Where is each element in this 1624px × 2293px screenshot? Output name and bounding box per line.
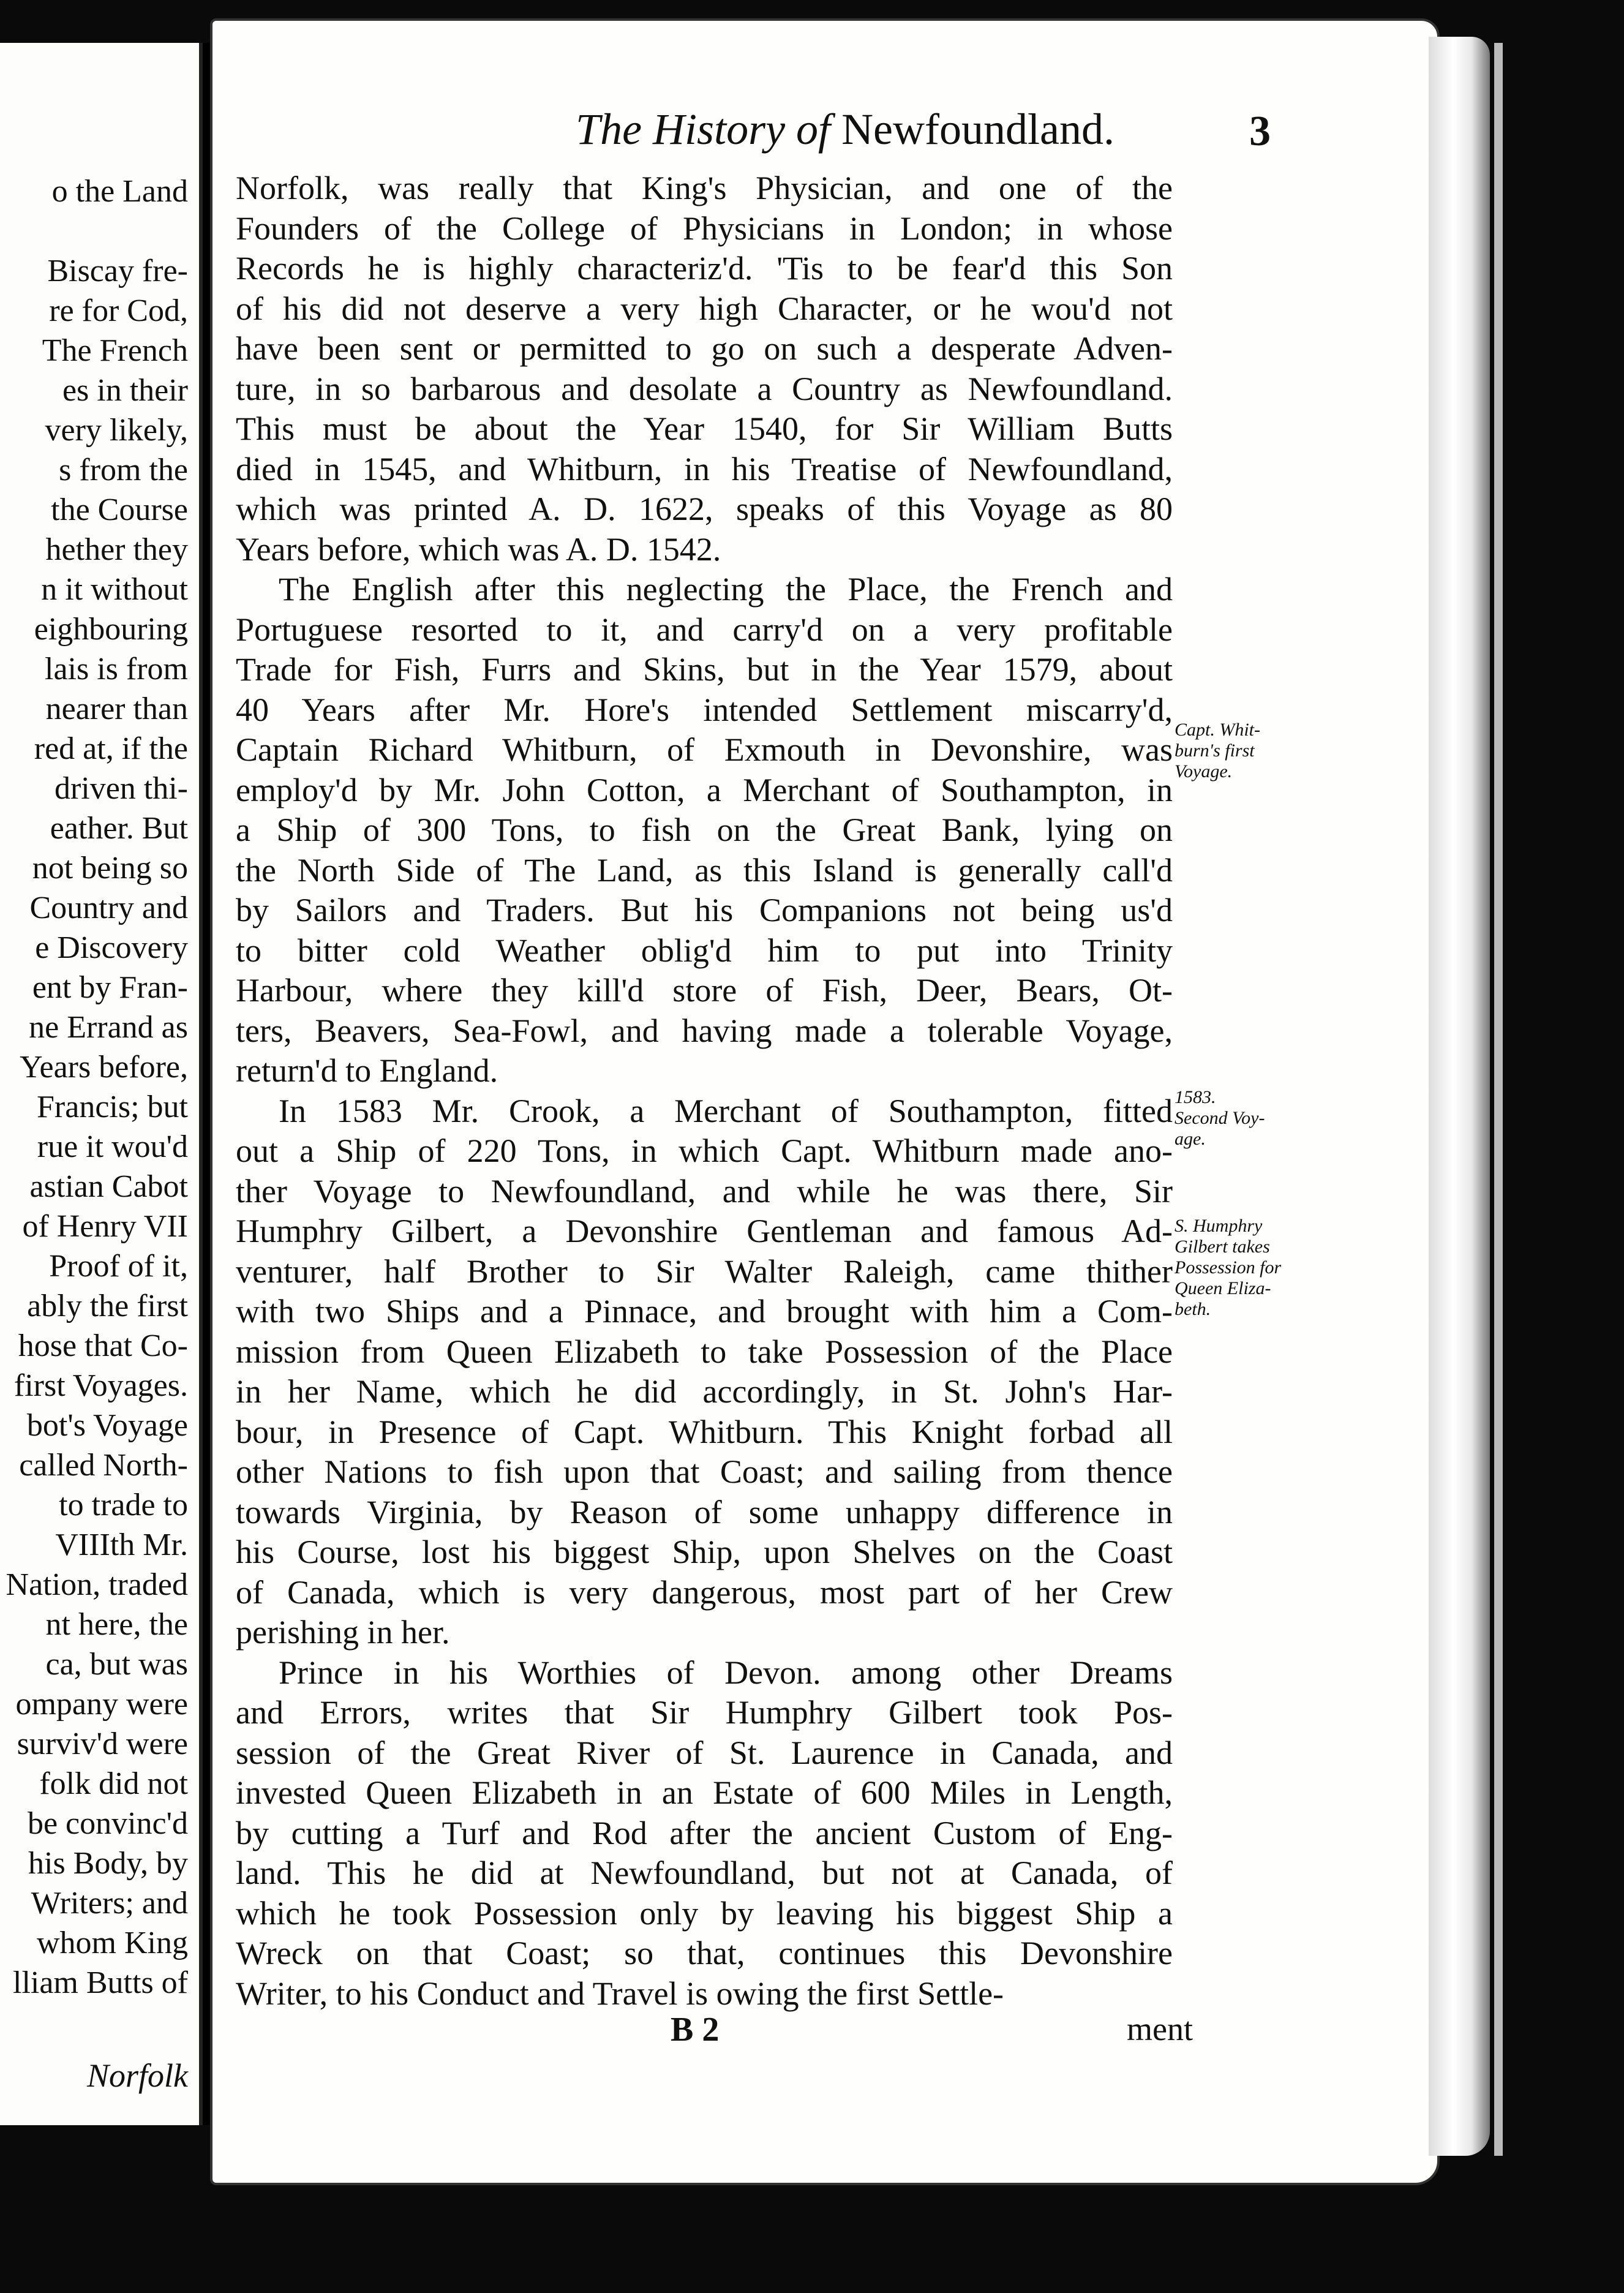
text-line: bour, in Presence of Capt. Whitburn. This Knight forbad all bbox=[236, 1413, 1173, 1450]
text-line: ther Voyage to Newfoundland, and while he was there, Sir bbox=[236, 1172, 1173, 1210]
left-page-line: whom King bbox=[37, 1926, 188, 1960]
left-page-line: ca, but was bbox=[45, 1647, 188, 1682]
text-line: to bitter cold Weather oblig'd him to put into Trinity bbox=[236, 932, 1173, 969]
running-head-roman: Newfoundland. bbox=[841, 105, 1115, 154]
text-line: venturer, half Brother to Sir Walter Raleigh, came thither bbox=[236, 1252, 1173, 1290]
text-line: In 1583 Mr. Crook, a Merchant of Southampton, fitted bbox=[279, 1092, 1173, 1129]
page-curl bbox=[1429, 37, 1490, 2156]
text-line: 40 Years after Mr. Hore's intended Settlement miscarry'd, bbox=[236, 691, 1173, 728]
left-page-line: Nation, traded bbox=[6, 1567, 188, 1602]
text-line: by cutting a Turf and Rod after the ancient Custom of Eng- bbox=[236, 1814, 1173, 1851]
left-page-line: first Voyages. bbox=[13, 1368, 188, 1403]
left-page-line: Country and bbox=[29, 890, 188, 925]
text-line: mission from Queen Elizabeth to take Possession of the Place bbox=[236, 1333, 1173, 1370]
text-line: and Errors, writes that Sir Humphry Gilbert took Pos- bbox=[236, 1694, 1173, 1731]
left-page-line: s from the bbox=[59, 453, 188, 488]
left-page-line: ably the first bbox=[27, 1289, 188, 1323]
left-page-line: astian Cabot bbox=[29, 1169, 188, 1204]
left-page-line: e Discovery bbox=[35, 930, 188, 965]
left-page-line: ne Errand as bbox=[29, 1010, 188, 1045]
text-line: Wreck on that Coast; so that, continues this Devonshire bbox=[236, 1935, 1173, 1971]
text-line: which he took Possession only by leaving his biggest Ship a bbox=[236, 1894, 1173, 1932]
text-line: other Nations to fish upon that Coast; and sailing from thence bbox=[236, 1453, 1173, 1490]
text-line: This must be about the Year 1540, for Sir William Butts bbox=[236, 410, 1173, 447]
left-page-line: n it without bbox=[41, 572, 188, 607]
text-line: Records he is highly characteriz'd. 'Tis to be fear'd this Son bbox=[236, 250, 1173, 287]
text-line: Writer, to his Conduct and Travel is owing the first Settle- bbox=[236, 1975, 1004, 2012]
left-page-line: es in their bbox=[62, 373, 188, 408]
text-line: of his did not deserve a very high Character, or he wou'd not bbox=[236, 290, 1173, 327]
text-line: The English after this neglecting the Place, the French and bbox=[279, 571, 1173, 608]
page-number: 3 bbox=[1249, 108, 1271, 155]
left-page-line: hether they bbox=[45, 532, 188, 567]
left-page-line: re for Cod, bbox=[49, 293, 188, 328]
text-line: session of the Great River of St. Laurence in Canada, and bbox=[236, 1734, 1173, 1771]
left-page-line: hose that Co- bbox=[18, 1328, 188, 1363]
left-page-line: Francis; but bbox=[37, 1090, 188, 1124]
left-page-line: Proof of it, bbox=[49, 1249, 188, 1284]
text-line: his Course, lost his biggest Ship, upon Shelves on the Coast bbox=[236, 1534, 1173, 1570]
text-line: Captain Richard Whitburn, of Exmouth in Devonshire, was bbox=[236, 731, 1173, 768]
left-page-line: be convinc'd bbox=[27, 1806, 188, 1841]
page-edge bbox=[1494, 43, 1503, 2156]
left-page-line: VIIIth Mr. bbox=[55, 1527, 188, 1562]
text-line: in her Name, which he did accordingly, in St. John's Har- bbox=[236, 1373, 1173, 1410]
left-page-line bbox=[0, 211, 188, 251]
left-facing-page bbox=[0, 43, 203, 2125]
left-page-line: rue it wou'd bbox=[37, 1129, 188, 1164]
left-page-line: lliam Butts of bbox=[13, 1965, 188, 2000]
text-line: with two Ships and a Pinnace, and brought with him a Com- bbox=[236, 1293, 1173, 1330]
left-page-line: very likely, bbox=[45, 413, 188, 448]
left-page-line: The French bbox=[42, 333, 188, 368]
text-line: towards Virginia, by Reason of some unhappy difference in bbox=[236, 1493, 1173, 1531]
text-line: Trade for Fish, Furrs and Skins, but in the Year 1579, about bbox=[236, 651, 1173, 688]
catchword: ment bbox=[1127, 2011, 1193, 2047]
left-page-line: to trade to bbox=[59, 1488, 188, 1523]
text-line: perishing in her. bbox=[236, 1614, 450, 1651]
margin-note: S. Humphry Gilbert takes Possession for Queen Eliza- beth. bbox=[1175, 1216, 1282, 1319]
left-page-line: of Henry VII bbox=[22, 1209, 188, 1244]
text-line: the North Side of The Land, as this Island is generally call'd bbox=[236, 851, 1173, 889]
left-page-line: o the Land bbox=[51, 174, 188, 209]
margin-note: 1583. Second Voy- age. bbox=[1175, 1087, 1265, 1149]
left-page-line: surviv'd were bbox=[17, 1726, 188, 1761]
left-page-line: eather. But bbox=[50, 811, 188, 846]
left-page-line: eighbouring bbox=[34, 612, 188, 647]
left-page-line: not being so bbox=[32, 851, 188, 886]
text-line: out a Ship of 220 Tons, in which Capt. Whitburn made ano- bbox=[236, 1132, 1173, 1169]
text-line: died in 1545, and Whitburn, in his Treatise of Newfoundland, bbox=[236, 450, 1173, 488]
text-line: Portuguese resorted to it, and carry'd on a very profitable bbox=[236, 611, 1173, 648]
text-line: Founders of the College of Physicians in London; in whose bbox=[236, 209, 1173, 247]
text-line: invested Queen Elizabeth in an Estate of 600 Miles in Length, bbox=[236, 1774, 1173, 1811]
text-line: of Canada, which is very dangerous, most part of her Crew bbox=[236, 1573, 1173, 1611]
text-line: by Sailors and Traders. But his Companions not being us'd bbox=[236, 892, 1173, 928]
signature-mark: B 2 bbox=[671, 2011, 720, 2049]
text-line: land. This he did at Newfoundland, but not at Canada, of bbox=[236, 1854, 1173, 1891]
left-page-line: red at, if the bbox=[34, 731, 188, 766]
left-page-line: the Course bbox=[51, 492, 188, 527]
left-page-catchword: Norfolk bbox=[86, 2057, 188, 2094]
text-line: Years before, which was A. D. 1542. bbox=[236, 530, 721, 568]
left-page-line: Writers; and bbox=[31, 1886, 188, 1921]
text-line: ture, in so barbarous and desolate a Country as Newfoundland. bbox=[236, 370, 1173, 407]
left-page-line: ent by Fran- bbox=[32, 970, 188, 1005]
text-line: Humphry Gilbert, a Devonshire Gentleman and famous Ad- bbox=[236, 1213, 1173, 1249]
text-line: a Ship of 300 Tons, to fish on the Great Bank, lying on bbox=[236, 811, 1173, 848]
margin-note: Capt. Whit- burn's first Voyage. bbox=[1175, 720, 1260, 781]
left-page-line: lais is from bbox=[45, 652, 188, 687]
left-page-line: called North- bbox=[19, 1448, 188, 1483]
left-page-line: ompany were bbox=[15, 1687, 188, 1722]
left-page-line: Biscay fre- bbox=[47, 254, 188, 288]
left-page-line: folk did not bbox=[39, 1766, 188, 1801]
text-line: return'd to England. bbox=[236, 1052, 498, 1089]
text-line: Prince in his Worthies of Devon. among other Dreams bbox=[279, 1654, 1173, 1691]
running-head-italic: The History of bbox=[576, 105, 831, 154]
text-line: Norfolk, was really that King's Physician, and one of the bbox=[236, 170, 1173, 206]
left-page-line: bot's Voyage bbox=[26, 1408, 188, 1443]
body-text bbox=[236, 168, 1173, 2014]
text-line: ters, Beavers, Sea-Fowl, and having made a tolerable Voyage, bbox=[236, 1012, 1173, 1049]
left-page-line: nearer than bbox=[45, 691, 188, 726]
text-line: Harbour, where they kill'd store of Fish, Deer, Bears, Ot- bbox=[236, 972, 1173, 1009]
text-line: employ'd by Mr. John Cotton, a Merchant of Southampton, in bbox=[236, 771, 1173, 808]
left-page-line: his Body, by bbox=[28, 1846, 188, 1881]
text-line: which was printed A. D. 1622, speaks of this Voyage as 80 bbox=[236, 491, 1173, 527]
left-page-line: Years before, bbox=[20, 1050, 188, 1085]
left-page-line: nt here, the bbox=[45, 1607, 188, 1642]
left-page-text bbox=[0, 171, 188, 2003]
running-head bbox=[416, 104, 1274, 159]
text-line: have been sent or permitted to go on such a desperate Adven- bbox=[236, 330, 1173, 367]
left-page-line: driven thi- bbox=[54, 771, 188, 806]
book-gutter bbox=[203, 43, 210, 2125]
